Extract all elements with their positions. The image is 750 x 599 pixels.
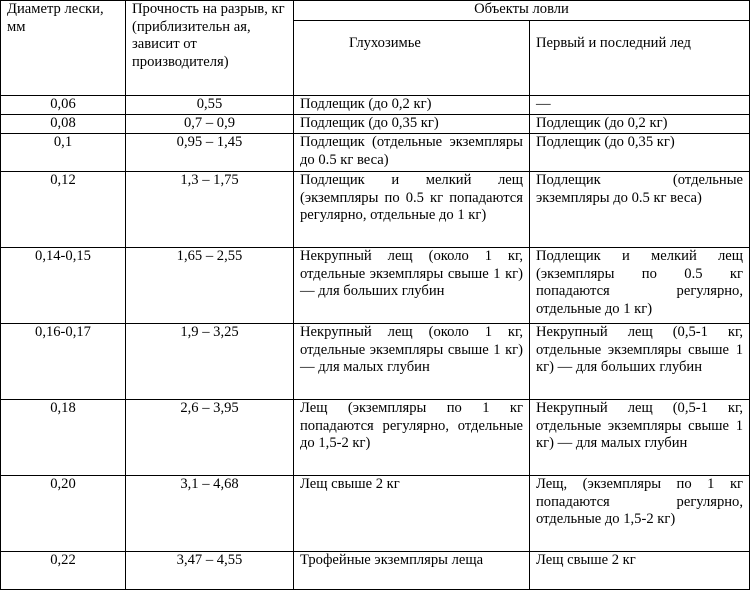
table-row xyxy=(1,134,750,172)
cell-diameter: 0,18 xyxy=(1,400,126,476)
cell-winter: Некрупный лещ (около 1 кг, отдельные экземпляры свыше 1 кг) — для больших глубин xyxy=(294,248,530,324)
cell-strength: 3,1 – 4,68 xyxy=(126,476,294,552)
cell-strength: 0,95 – 1,45 xyxy=(126,134,294,172)
table-row xyxy=(1,400,750,476)
cell-ice: Некрупный лещ (0,5-1 кг, отдельные экземпляры свыше 1 кг) — для малых глубин xyxy=(530,400,750,476)
cell-winter: Лещ свыше 2 кг xyxy=(294,476,530,552)
cell-winter: Подлещик (до 0,2 кг) xyxy=(294,96,530,115)
cell-diameter: 0,22 xyxy=(1,552,126,590)
cell-diameter: 0,20 xyxy=(1,476,126,552)
cell-diameter: 0,08 xyxy=(1,115,126,134)
header-strength: Прочность на разрыв, кг (приблизительн ая, зависит от производителя) xyxy=(126,1,294,96)
cell-strength: 0,55 xyxy=(126,96,294,115)
header-winter: Глухозимье xyxy=(294,21,530,96)
cell-winter: Трофейные экземпляры леща xyxy=(294,552,530,590)
cell-strength: 3,47 – 4,55 xyxy=(126,552,294,590)
cell-ice: Лещ, (экземпляры по 1 кг попадаются регулярно, отдельные до 1,5-2 кг) xyxy=(530,476,750,552)
cell-winter: Подлещик (до 0,35 кг) xyxy=(294,115,530,134)
cell-diameter: 0,06 xyxy=(1,96,126,115)
cell-winter: Лещ (экземпляры по 1 кг попадаются регулярно, отдельные до 1,5-2 кг) xyxy=(294,400,530,476)
cell-diameter: 0,14-0,15 xyxy=(1,248,126,324)
cell-strength: 0,7 – 0,9 xyxy=(126,115,294,134)
cell-strength: 2,6 – 3,95 xyxy=(126,400,294,476)
cell-winter: Подлещик (отдельные экземпляры до 0.5 кг веса) xyxy=(294,134,530,172)
table-row xyxy=(1,115,750,134)
table-row xyxy=(1,248,750,324)
cell-ice: Лещ свыше 2 кг xyxy=(530,552,750,590)
table-row xyxy=(1,96,750,115)
cell-diameter: 0,1 xyxy=(1,134,126,172)
cell-strength: 1,3 – 1,75 xyxy=(126,172,294,248)
cell-ice: Подлещик и мелкий лещ (экземпляры по 0.5 кг попадаются регулярно, отдельные до 1 кг) xyxy=(530,248,750,324)
cell-ice: Подлещик (до 0,35 кг) xyxy=(530,134,750,172)
header-ice: Первый и последний лед xyxy=(530,21,750,96)
table-row xyxy=(1,324,750,400)
cell-strength: 1,65 – 2,55 xyxy=(126,248,294,324)
cell-winter: Подлещик и мелкий лещ (экземпляры по 0.5 кг попадаются регулярно, отдельные до 1 кг) xyxy=(294,172,530,248)
cell-diameter: 0,12 xyxy=(1,172,126,248)
cell-ice: Подлещик (отдельные экземпляры до 0.5 кг веса) xyxy=(530,172,750,248)
table-row xyxy=(1,172,750,248)
header-diameter: Диаметр лески, мм xyxy=(1,1,126,96)
table-row xyxy=(1,476,750,552)
cell-strength: 1,9 – 3,25 xyxy=(126,324,294,400)
cell-ice: — xyxy=(530,96,750,115)
cell-ice: Некрупный лещ (0,5-1 кг, отдельные экземпляры свыше 1 кг) — для больших глубин xyxy=(530,324,750,400)
header-objects: Объекты ловли xyxy=(294,1,750,21)
cell-winter: Некрупный лещ (около 1 кг, отдельные экземпляры свыше 1 кг) — для малых глубин xyxy=(294,324,530,400)
table-row xyxy=(1,552,750,590)
cell-diameter: 0,16-0,17 xyxy=(1,324,126,400)
cell-ice: Подлещик (до 0,2 кг) xyxy=(530,115,750,134)
